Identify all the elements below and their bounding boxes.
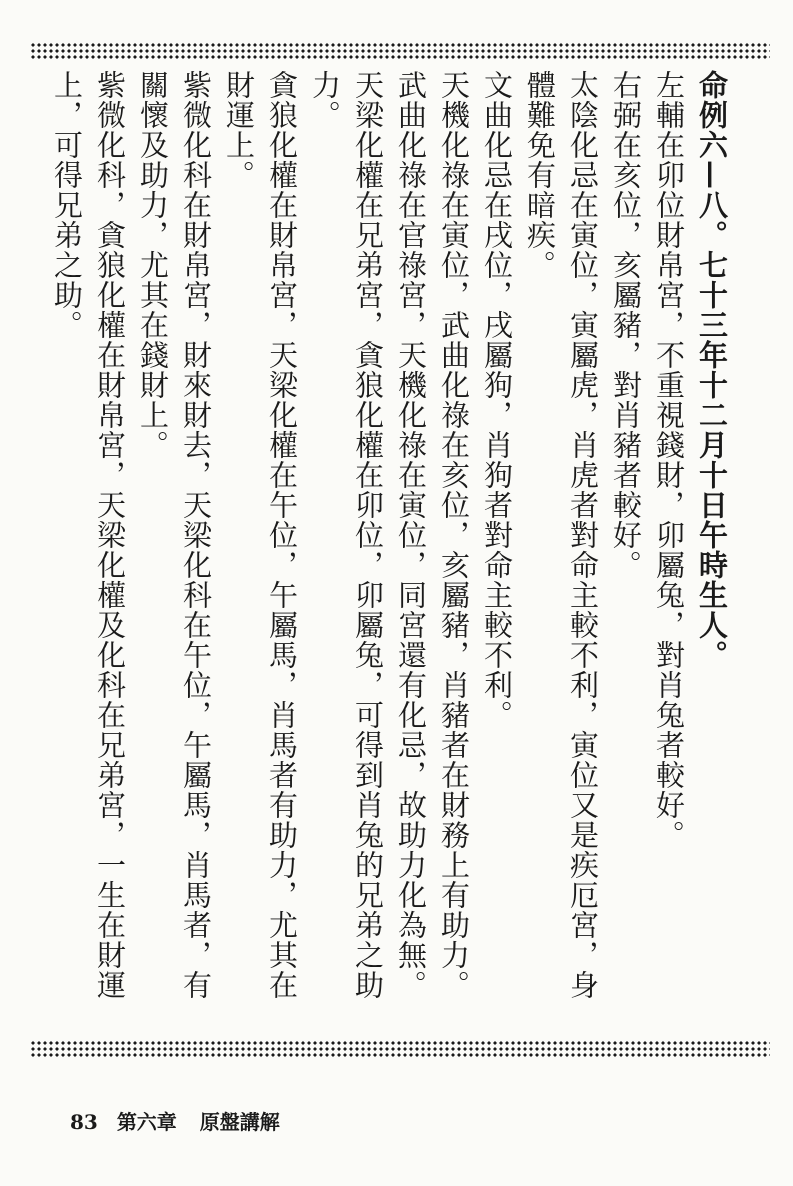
paragraph: 天機化祿在寅位，武曲化祿在亥位，亥屬豬，肖豬者在財務上有助力。 — [437, 70, 471, 1000]
bottom-dotted-rule — [30, 1040, 770, 1058]
chapter-title: 原盤講解 — [199, 1110, 280, 1134]
paragraph: 紫微化科，貪狼化權在財帛宮，天梁化權及化科在兄弟宮，一生在財運上，可得兄弟之助。 — [50, 70, 127, 1000]
paragraph: 文曲化忌在戌位，戌屬狗，肖狗者對命主較不利。 — [480, 70, 514, 730]
body-text — [33, 70, 733, 1020]
page-number: 83 — [70, 1110, 98, 1134]
paragraph: 貪狼化權在財帛宮，天梁化權在午位，午屬馬，肖馬者有助力，尤其在財運上。 — [222, 70, 299, 1000]
paragraph: 天梁化權在兄弟宮，貪狼化權在卯位，卯屬兔，可得到肖兔的兄弟之助力。 — [308, 70, 385, 1000]
paragraph: 太陰化忌在寅位，寅屬虎，肖虎者對命主較不利，寅位又是疾厄宮，身體難免有暗疾。 — [523, 70, 600, 1000]
top-dotted-rule — [30, 42, 770, 60]
chapter-label: 第六章 — [116, 1110, 177, 1134]
paragraph: 左輔在卯位財帛宮，不重視錢財，卯屬兔，對肖兔者較好。 — [652, 70, 686, 850]
case-heading: 命例六—八。七十三年十二月十日午時生人。 — [695, 70, 729, 670]
paragraph: 右弼在亥位，亥屬豬，對肖豬者較好。 — [609, 70, 643, 580]
paragraph: 武曲化祿在官祿宮，天機化祿在寅位，同宮還有化忌，故助力化為無。 — [394, 70, 428, 1000]
page-footer — [70, 1106, 280, 1135]
paragraph: 紫微化科在財帛宮，財來財去，天梁化科在午位，午屬馬，肖馬者，有關懷及助力，尤其在錢財上。 — [136, 70, 213, 1000]
